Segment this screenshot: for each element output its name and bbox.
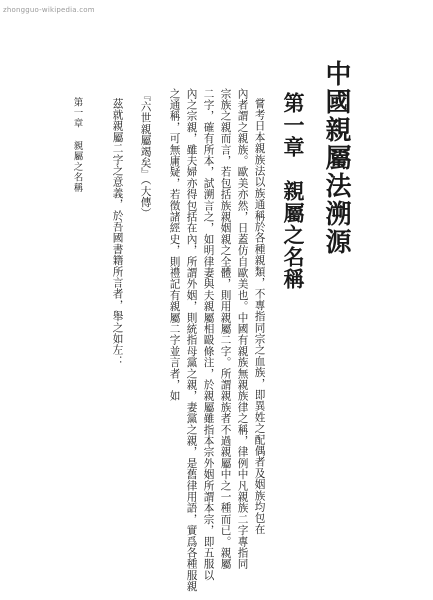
running-head — [72, 97, 82, 193]
chapter-title: 親屬之名稱 — [281, 180, 306, 290]
paragraph-line: 二字，確有所本，試溯言之，如明律妻與夫親屬相毆條注，於親屬雖指本宗外姻所謂本宗，即五服以 — [202, 88, 215, 581]
quotation — [140, 90, 151, 219]
conclusion-line: 茲就親屬二字之意義，於吾國書籍所言者，舉之如左： — [111, 98, 124, 367]
book-title: 中國親屬法溯源 — [321, 60, 351, 256]
paragraph-line: 內之宗親，雖夫婦亦得包括在內，所謂外姻，則統指母黨之親，妻黨之親，是舊律用語，實爲各種服親 — [185, 88, 198, 592]
chapter-number: 第一章 — [281, 92, 306, 158]
paragraph-line: 嘗考日本親族法以族通稱於各種親類，不專指同宗之血族，即異姓之配偶者及姻族均包在 — [253, 98, 266, 535]
quote-source: （大傳） — [139, 179, 152, 220]
paragraph-line: 內者謂之親族。歐美亦然，日蓋仿自歐美也。中國有親族無親族律之稱，律例中凡親族二字專指同 — [236, 88, 249, 570]
quote-text: 『六世親屬竭矣』 — [139, 90, 152, 180]
chapter-heading — [283, 92, 304, 290]
running-head-chapter: 第一章 — [71, 97, 83, 129]
paragraph-line: 之通稱，可無庸疑，若徵諸經史，則禮記有親屬二字並言者，如 — [168, 88, 181, 402]
running-head-title: 親屬之名稱 — [71, 140, 83, 193]
watermark-text: zhongguo-wikipedia.com — [3, 6, 95, 14]
paragraph-line: 宗族之親而言，若包括族親姻親之全體，則用親屬二字。所謂親族者不過親屬中之一種而已。親屬 — [219, 88, 232, 570]
